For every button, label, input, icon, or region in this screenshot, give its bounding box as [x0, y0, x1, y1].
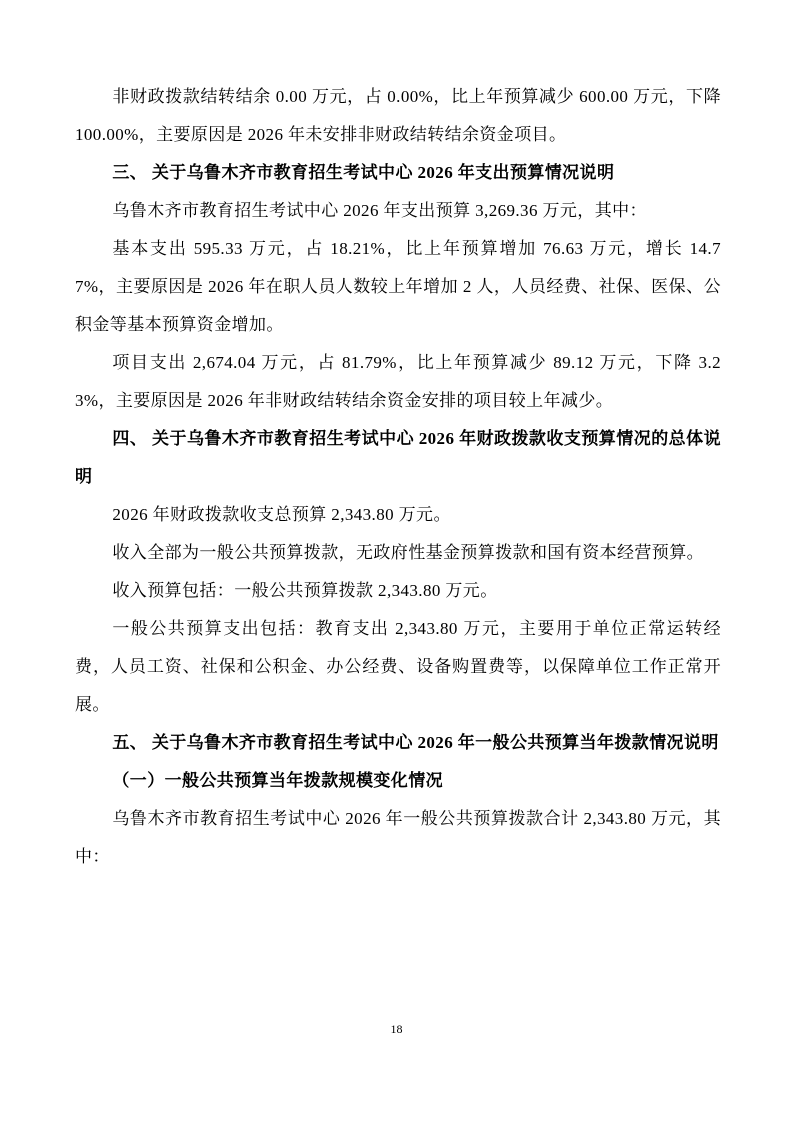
section-heading-5: 五、 关于乌鲁木齐市教育招生考试中心 2026 年一般公共预算当年拨款情况说明 [112, 733, 719, 752]
paragraph-fiscal-total-budget: 2026 年财政拨款收支总预算 2,343.80 万元。 [112, 505, 451, 524]
section-heading-3: 三、 关于乌鲁木齐市教育招生考试中心 2026 年支出预算情况说明 [112, 163, 615, 182]
paragraph-basic-expenditure: 基本支出 595.33 万元，占 18.21%，比上年预算增加 76.63 万元，增长 14.77%，主要原因是 2026 年在职人员人数较上年增加 2 人，人员经费、社保、医保、公积金等基本预算资金增加。 [75, 239, 721, 334]
paragraph-non-fiscal-carryover: 非财政拨款结转结余 0.00 万元，占 0.00%，比上年预算减少 600.00 万元，下降 100.00%，主要原因是 2026 年未安排非财政结转结余资金项目。 [75, 87, 721, 144]
page-number: 18 [390, 1022, 403, 1036]
subsection-heading-5-1: （一）一般公共预算当年拨款规模变化情况 [112, 771, 443, 790]
paragraph-income-source: 收入全部为一般公共预算拨款，无政府性基金预算拨款和国有资本经营预算。 [112, 543, 704, 562]
section-heading-4: 四、 关于乌鲁木齐市教育招生考试中心 2026 年财政拨款收支预算情况的总体说明 [75, 429, 721, 486]
paragraph-public-budget-expense: 一般公共预算支出包括：教育支出 2,343.80 万元，主要用于单位正常运转经费，人员工资、社保和公积金、办公经费、设备购置费等，以保障单位工作正常开展。 [75, 619, 721, 714]
document-body [75, 78, 721, 876]
paragraph-allocation-total: 乌鲁木齐市教育招生考试中心 2026 年一般公共预算拨款合计 2,343.80 万元，其中： [75, 809, 721, 866]
paragraph-expenditure-total: 乌鲁木齐市教育招生考试中心 2026 年支出预算 3,269.36 万元，其中： [112, 201, 647, 220]
paragraph-project-expenditure: 项目支出 2,674.04 万元，占 81.79%，比上年预算减少 89.12 万元，下降 3.23%，主要原因是 2026 年非财政结转结余资金安排的项目较上年减少。 [75, 353, 721, 410]
paragraph-income-budget: 收入预算包括：一般公共预算拨款 2,343.80 万元。 [112, 581, 498, 600]
